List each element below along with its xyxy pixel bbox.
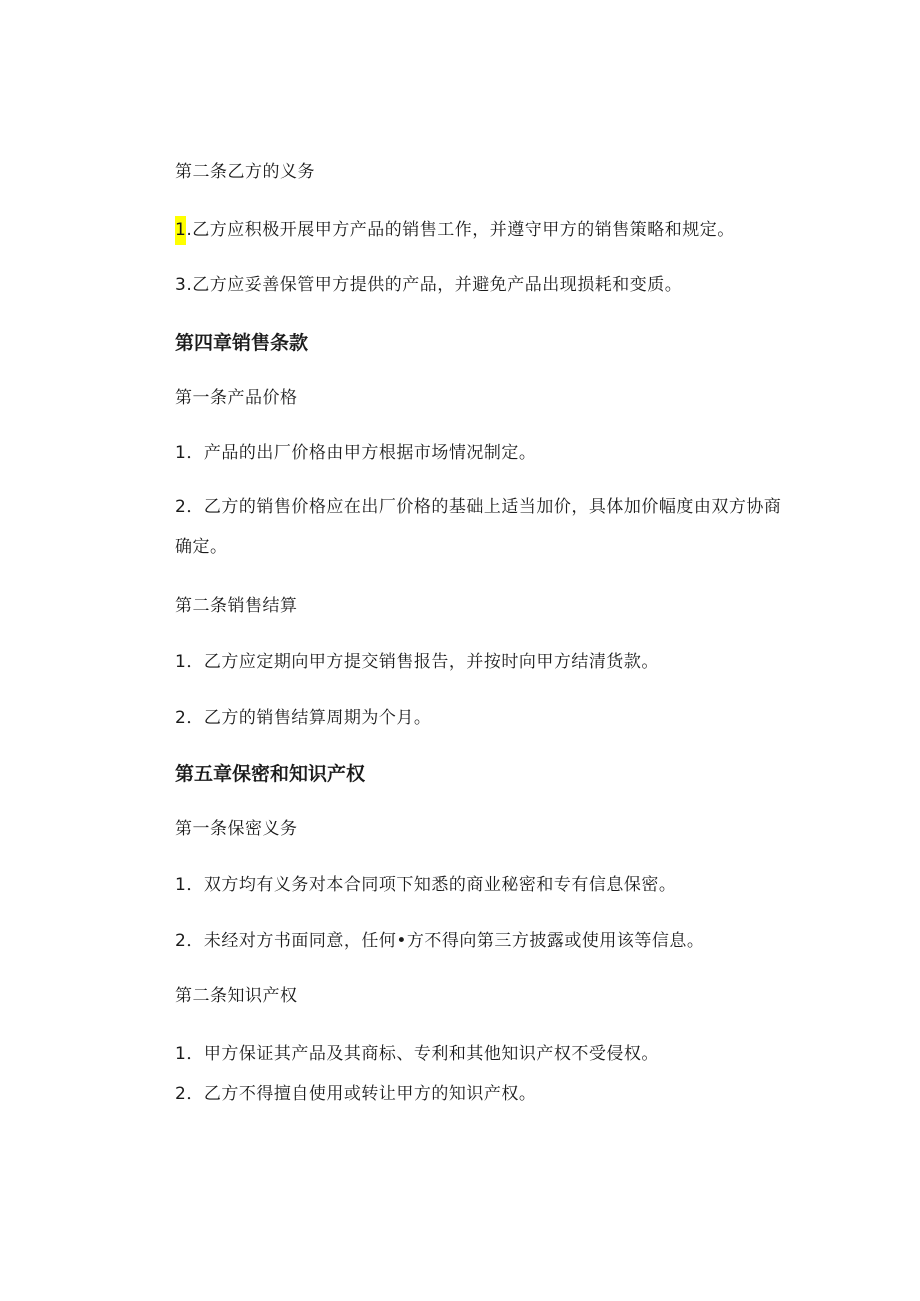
ip-item-1: 1．甲方保证其产品及其商标、专利和其他知识产权不受侵权。	[175, 1044, 659, 1064]
settlement-item-1: 1．乙方应定期向甲方提交销售报告，并按时向甲方结清货款。	[175, 652, 659, 672]
price-item-1: 1．产品的出厂价格由甲方根据市场情况制定。	[175, 443, 537, 463]
highlighted-number: 1	[175, 216, 186, 245]
article-title-settlement: 第二条销售结算	[175, 596, 298, 616]
obligation-item-3: 3.乙方应妥善保管甲方提供的产品，并避免产品出现损耗和变质。	[175, 275, 683, 295]
article-title-obligations: 第二条乙方的义务	[175, 162, 315, 182]
article-title-confidentiality: 第一条保密义务	[175, 819, 298, 839]
article-title-product-price: 第一条产品价格	[175, 388, 298, 408]
obligation-item-1-text: .乙方应积极开展甲方产品的销售工作，并遵守甲方的销售策略和规定。	[186, 220, 735, 240]
chapter-4-title: 第四章销售条款	[175, 332, 309, 354]
price-item-2: 2．乙方的销售价格应在出厂价格的基础上适当加价，具体加价幅度由双方协商确定。	[175, 497, 782, 557]
chapter-5-title: 第五章保密和知识产权	[175, 763, 366, 785]
settlement-item-2: 2．乙方的销售结算周期为个月。	[175, 708, 432, 728]
article-title-ip: 第二条知识产权	[175, 986, 298, 1006]
obligation-item-1	[175, 216, 735, 245]
ip-item-2: 2．乙方不得擅自使用或转让甲方的知识产权。	[175, 1084, 537, 1104]
confidentiality-item-2: 2．未经对方书面同意，任何•方不得向第三方披露或使用该等信息。	[175, 931, 705, 951]
confidentiality-item-1: 1．双方均有义务对本合同项下知悉的商业秘密和专有信息保密。	[175, 875, 677, 895]
